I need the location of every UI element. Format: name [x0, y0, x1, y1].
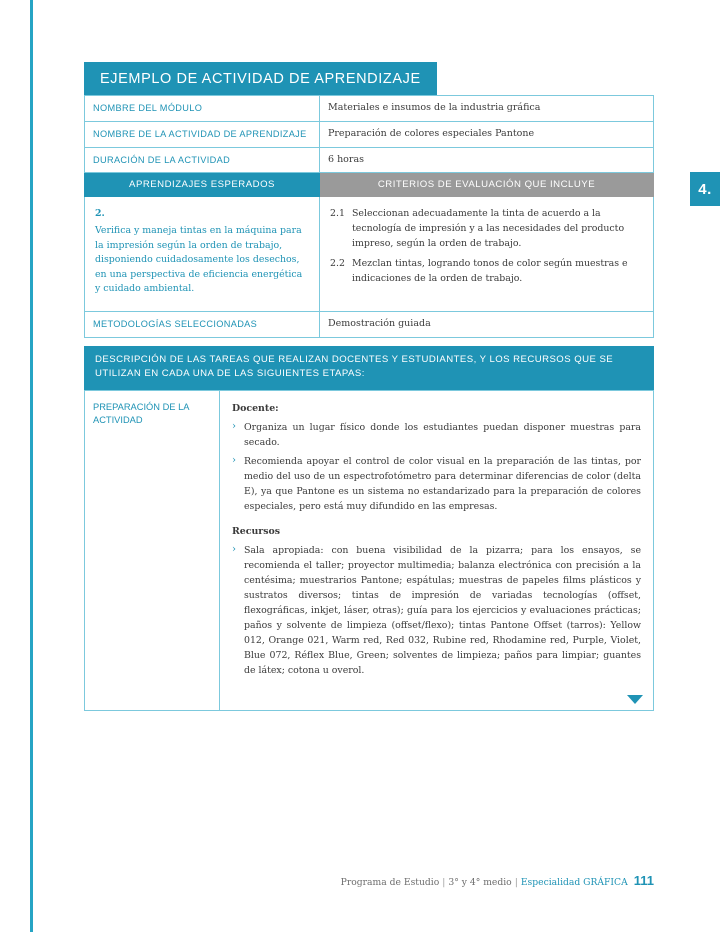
- list-item: › Sala apropiada: con buena visibilidad de la pizarra; para los ensayos, se recomienda el taller; proyector multimedia; balanza electrónica con precisión a la centésima; muestrarios Pantone; espátulas; muestras de papeles films plásticos y sustratos diversos; tintas de impresión de variadas tecnologías (offset, flexográficas, inkjet, láser, otras); guía para los ejercicios y evaluaciones prácticas; paños y solvente de limpieza (offset/flexo); tintas Pantone Offset (tarros): Yellow 012, Orange 021, Warm red, Red 032, Rubine red, Rhodamine red, Purple, Violet, Blue 072, Réflex Blue, Green; solventes de limpieza; paños para limpiar; guantes de látex; cotona u overol.: [232, 543, 641, 678]
- activity-info-table: [84, 95, 654, 338]
- description-band: DESCRIPCIÓN DE LAS TAREAS QUE REALIZAN DOCENTES Y ESTUDIANTES, Y LOS RECURSOS QUE SE UTILIZAN EN CADA UNA DE LAS SIGUIENTES ETAPAS:: [84, 346, 654, 390]
- module-name-value: Materiales e insumos de la industria gráfica: [320, 96, 654, 122]
- footer-separator: |: [442, 877, 446, 888]
- table-row: [85, 96, 654, 122]
- chevron-down-icon: [627, 695, 643, 704]
- page-number: 111: [633, 873, 654, 888]
- module-name-label: NOMBRE DEL MÓDULO: [85, 96, 320, 122]
- table-row: [85, 147, 654, 173]
- footer-separator: |: [514, 877, 518, 888]
- expected-learning-text: Verifica y maneja tintas en la máquina para la impresión según la orden de trabajo, disponiendo cuidadosamente los desechos, en una perspectiva de eficiencia energética y cuidado ambiental.: [95, 225, 303, 295]
- duration-value: 6 horas: [320, 147, 654, 173]
- footer-specialty: Especialidad GRÁFICA: [520, 877, 628, 888]
- activity-name-label: NOMBRE DE LA ACTIVIDAD DE APRENDIZAJE: [85, 121, 320, 147]
- criterion-text: Mezclan tintas, logrando tonos de color según muestras e indicaciones de la orden de trabajo.: [352, 258, 628, 284]
- activity-name-value: Preparación de colores especiales Pantone: [320, 121, 654, 147]
- duration-label: DURACIÓN DE LA ACTIVIDAD: [85, 147, 320, 173]
- teacher-heading: Docente:: [232, 402, 279, 414]
- teacher-task-list: [232, 420, 641, 514]
- stage-content: [220, 390, 654, 711]
- table-row: [85, 311, 654, 337]
- left-margin-rule: [30, 0, 33, 932]
- expected-learning-header: APRENDIZAJES ESPERADOS: [85, 173, 320, 197]
- list-item: › Recomienda apoyar el control de color visual en la preparación de las tintas, por medio del uso de un espectrofotómetro para determinar diferencias de color (delta E), ya que Pantone es un sistema no estandarizado para la preparación de colores especiales, pero está muy difundido en las empresas.: [232, 454, 641, 514]
- expected-learning-number: 2.: [95, 208, 105, 220]
- resources-heading: Recursos: [232, 525, 281, 537]
- methodology-label: METODOLOGÍAS SELECCIONADAS: [85, 311, 320, 337]
- list-item: › Organiza un lugar físico donde los estudiantes puedan disponer muestras para secado.: [232, 420, 641, 450]
- activity-card: [84, 62, 654, 711]
- evaluation-criteria-header: CRITERIOS DE EVALUACIÓN QUE INCLUYE: [320, 173, 654, 197]
- chapter-side-tab-label: 4.: [698, 180, 712, 198]
- page-footer: [341, 873, 654, 888]
- resources-list: [232, 543, 641, 678]
- table-row: [85, 390, 654, 711]
- stage-label: PREPARACIÓN DE LA ACTIVIDAD: [85, 390, 220, 711]
- chapter-side-tab: [690, 172, 720, 206]
- footer-level: 3° y 4° medio: [448, 877, 512, 888]
- table-header-row: [85, 173, 654, 197]
- criterion-number: 2.2: [330, 258, 345, 270]
- criterion-item: [330, 207, 643, 251]
- card-title: EJEMPLO DE ACTIVIDAD DE APRENDIZAJE: [84, 62, 437, 95]
- criterion-item: [330, 257, 643, 286]
- evaluation-criteria-cell: [320, 197, 654, 311]
- footer-program: Programa de Estudio: [340, 877, 440, 888]
- activity-stages-table: [84, 390, 654, 712]
- table-row: [85, 121, 654, 147]
- methodology-value: Demostración guiada: [320, 311, 654, 337]
- criterion-text: Seleccionan adecuadamente la tinta de acuerdo a la tecnología de impresión y a las necesidades del producto impreso, según la orden de trabajo.: [352, 208, 625, 249]
- expected-learning-cell: [85, 197, 320, 311]
- criterion-number: 2.1: [330, 208, 345, 220]
- table-row: [85, 197, 654, 311]
